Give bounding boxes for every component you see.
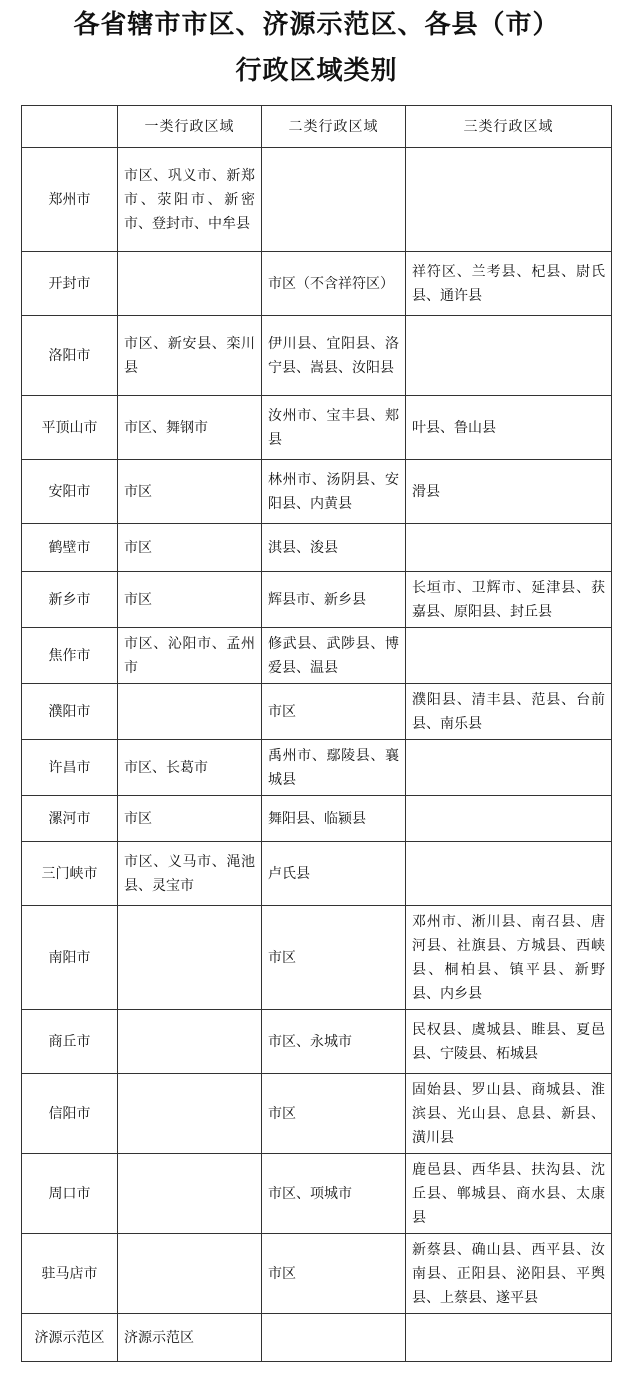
table-row [22,684,612,740]
class-2-cell: 市区 [262,1074,406,1154]
city-cell: 济源示范区 [22,1314,118,1362]
class-3-cell: 民权县、虞城县、睢县、夏邑县、宁陵县、柘城县 [406,1010,612,1074]
header-class-1: 一类行政区域 [118,106,262,148]
city-cell: 安阳市 [22,460,118,524]
class-2-cell: 市区 [262,1234,406,1314]
class-3-cell: 滑县 [406,460,612,524]
city-cell: 南阳市 [22,906,118,1010]
class-1-cell [118,1010,262,1074]
class-1-cell: 济源示范区 [118,1314,262,1362]
table-row [22,524,612,572]
class-2-cell: 修武县、武陟县、博爱县、温县 [262,628,406,684]
city-cell: 新乡市 [22,572,118,628]
class-1-cell: 市区、巩义市、新郑市、荥阳市、新密市、登封市、中牟县 [118,148,262,252]
class-2-cell: 卢氏县 [262,842,406,906]
class-3-cell [406,316,612,396]
header-class-2: 二类行政区域 [262,106,406,148]
class-1-cell: 市区、长葛市 [118,740,262,796]
header-city [22,106,118,148]
city-cell: 商丘市 [22,1010,118,1074]
table-header-row [22,106,612,148]
document-title-line1: 各省辖市市区、济源示范区、各县（市） [73,10,560,40]
class-3-cell [406,1314,612,1362]
city-cell: 周口市 [22,1154,118,1234]
class-3-cell: 濮阳县、清丰县、范县、台前县、南乐县 [406,684,612,740]
table-row [22,1314,612,1362]
class-3-cell: 叶县、鲁山县 [406,396,612,460]
table-row [22,252,612,316]
class-1-cell: 市区、舞钢市 [118,396,262,460]
class-3-cell: 鹿邑县、西华县、扶沟县、沈丘县、郸城县、商水县、太康县 [406,1154,612,1234]
city-cell: 驻马店市 [22,1234,118,1314]
city-cell: 焦作市 [22,628,118,684]
class-2-cell: 林州市、汤阴县、安阳县、内黄县 [262,460,406,524]
class-1-cell: 市区、新安县、栾川县 [118,316,262,396]
table-row [22,1154,612,1234]
class-3-cell [406,796,612,842]
table-row [22,1234,612,1314]
class-3-cell: 固始县、罗山县、商城县、淮滨县、光山县、息县、新县、潢川县 [406,1074,612,1154]
table-row [22,316,612,396]
table-row [22,796,612,842]
document-title-line2: 行政区域类别 [235,56,398,86]
header-class-3: 三类行政区域 [406,106,612,148]
class-2-cell: 市区（不含祥符区） [262,252,406,316]
class-1-cell: 市区、义马市、渑池县、灵宝市 [118,842,262,906]
table-row [22,906,612,1010]
city-cell: 洛阳市 [22,316,118,396]
class-1-cell: 市区 [118,796,262,842]
class-1-cell [118,1074,262,1154]
class-1-cell [118,684,262,740]
table-row [22,842,612,906]
class-2-cell: 淇县、浚县 [262,524,406,572]
city-cell: 三门峡市 [22,842,118,906]
table-row [22,148,612,252]
table-row [22,1010,612,1074]
city-cell: 平顶山市 [22,396,118,460]
class-3-cell [406,524,612,572]
city-cell: 郑州市 [22,148,118,252]
class-1-cell: 市区 [118,524,262,572]
class-3-cell [406,842,612,906]
class-2-cell: 辉县市、新乡县 [262,572,406,628]
class-1-cell [118,1154,262,1234]
table-row [22,628,612,684]
class-2-cell: 汝州市、宝丰县、郏县 [262,396,406,460]
table-row [22,396,612,460]
table-row [22,572,612,628]
city-cell: 漯河市 [22,796,118,842]
class-2-cell [262,148,406,252]
class-1-cell: 市区 [118,460,262,524]
city-cell: 许昌市 [22,740,118,796]
class-3-cell: 新蔡县、确山县、西平县、汝南县、正阳县、泌阳县、平舆县、上蔡县、遂平县 [406,1234,612,1314]
city-cell: 濮阳市 [22,684,118,740]
class-2-cell: 市区、永城市 [262,1010,406,1074]
class-2-cell: 舞阳县、临颍县 [262,796,406,842]
class-1-cell [118,252,262,316]
city-cell: 信阳市 [22,1074,118,1154]
class-2-cell: 市区 [262,906,406,1010]
class-3-cell [406,740,612,796]
class-3-cell: 长垣市、卫辉市、延津县、获嘉县、原阳县、封丘县 [406,572,612,628]
class-2-cell: 市区、项城市 [262,1154,406,1234]
class-1-cell [118,906,262,1010]
class-2-cell: 禹州市、鄢陵县、襄城县 [262,740,406,796]
class-2-cell [262,1314,406,1362]
region-category-table [21,105,612,1362]
class-3-cell [406,628,612,684]
class-1-cell: 市区 [118,572,262,628]
class-2-cell: 伊川县、宜阳县、洛宁县、嵩县、汝阳县 [262,316,406,396]
class-3-cell [406,148,612,252]
city-cell: 开封市 [22,252,118,316]
table-row [22,740,612,796]
table-row [22,1074,612,1154]
class-3-cell: 邓州市、淅川县、南召县、唐河县、社旗县、方城县、西峡县、桐柏县、镇平县、新野县、内乡县 [406,906,612,1010]
city-cell: 鹤壁市 [22,524,118,572]
class-3-cell: 祥符区、兰考县、杞县、尉氏县、通许县 [406,252,612,316]
class-1-cell [118,1234,262,1314]
class-1-cell: 市区、沁阳市、孟州市 [118,628,262,684]
table-row [22,460,612,524]
class-2-cell: 市区 [262,684,406,740]
